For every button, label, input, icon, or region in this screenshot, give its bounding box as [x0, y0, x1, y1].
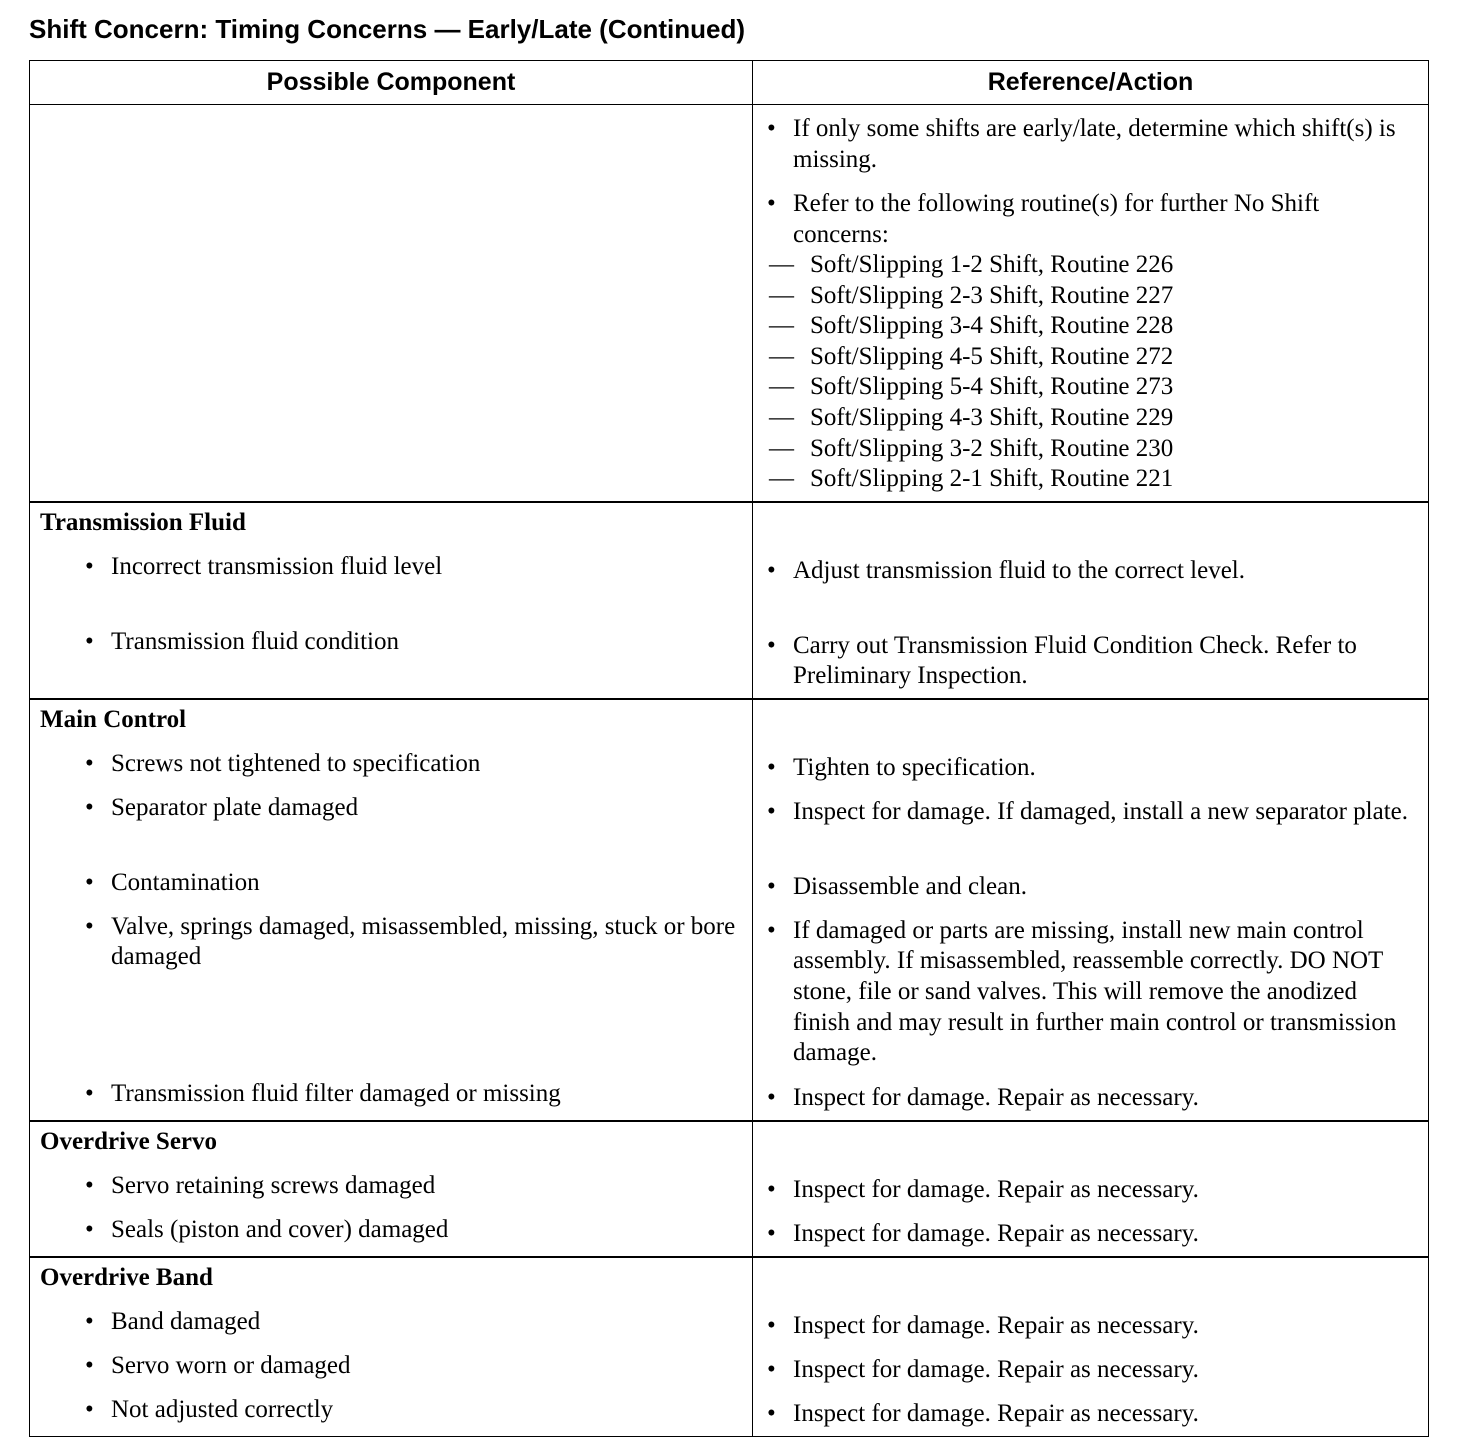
action-item: • Refer to the following routine(s) for further No Shift concerns:	[767, 190, 1320, 248]
action-item: • Inspect for damage. Repair as necessary.	[767, 1083, 1199, 1111]
table-row-main-control	[30, 699, 1429, 1121]
component-item: • Contamination	[85, 868, 260, 896]
component-cell	[30, 1257, 753, 1437]
routine-item: — Soft/Slipping 5-4 Shift, Routine 273	[769, 373, 1174, 401]
action-item: • Tighten to specification.	[767, 753, 1036, 781]
component-cell	[30, 1121, 753, 1257]
action-item: • Inspect for damage. Repair as necessary.	[767, 1219, 1199, 1247]
action-item: • If only some shifts are early/late, determine which shift(s) is missing.	[767, 115, 1396, 173]
group-title: Overdrive Band	[40, 1263, 213, 1291]
action-cell	[753, 502, 1429, 699]
page-title: Shift Concern: Timing Concerns — Early/Late (Continued)	[29, 14, 746, 44]
component-item: • Separator plate damaged	[85, 793, 359, 821]
action-cell	[753, 699, 1429, 1121]
component-item: • Screws not tightened to specification	[85, 749, 481, 777]
action-item: • Disassemble and clean.	[767, 872, 1027, 900]
table-row-overdrive-band	[30, 1257, 1429, 1437]
component-item: • Servo worn or damaged	[85, 1351, 351, 1379]
routine-item: — Soft/Slipping 2-3 Shift, Routine 227	[769, 281, 1174, 309]
action-item: • Inspect for damage. Repair as necessary.	[767, 1175, 1199, 1203]
component-cell	[30, 502, 753, 699]
action-item: • Carry out Transmission Fluid Condition Check. Refer to Preliminary Inspection.	[767, 631, 1357, 690]
diagnostic-table	[29, 60, 1429, 1437]
component-item: • Transmission fluid condition	[85, 627, 399, 655]
table-row-transmission-fluid	[30, 502, 1429, 699]
bullet: •	[767, 190, 776, 217]
component-cell	[30, 699, 753, 1121]
column-header-action: Reference/Action	[753, 61, 1429, 105]
action-item: • Inspect for damage. Repair as necessary.	[767, 1311, 1199, 1339]
group-title: Overdrive Servo	[40, 1127, 218, 1155]
group-title: Transmission Fluid	[40, 508, 246, 536]
component-item: • Valve, springs damaged, misassembled, missing, stuck or bore damaged	[85, 912, 736, 971]
routine-item: — Soft/Slipping 4-3 Shift, Routine 229	[769, 403, 1174, 431]
routine-item: — Soft/Slipping 3-4 Shift, Routine 228	[769, 312, 1174, 340]
component-item: • Incorrect transmission fluid level	[85, 552, 443, 580]
action-cell	[753, 105, 1429, 502]
component-cell-empty	[30, 105, 753, 502]
action-item: • If damaged or parts are missing, install new main control assembly. If misassembled, reassemble correctly. DO NOT stone, file or sand valves. This will remove the anodized finish and may result in further main control or transmission damage.	[767, 916, 1397, 1067]
component-item: • Band damaged	[85, 1307, 261, 1335]
table-row	[30, 105, 1429, 502]
action-cell	[753, 1257, 1429, 1437]
routine-item: — Soft/Slipping 3-2 Shift, Routine 230	[769, 434, 1174, 462]
routine-item: — Soft/Slipping 4-5 Shift, Routine 272	[769, 342, 1174, 370]
group-title: Main Control	[40, 705, 187, 733]
bullet: •	[767, 115, 776, 142]
action-item: • Adjust transmission fluid to the correct level.	[767, 556, 1245, 584]
component-item: • Servo retaining screws damaged	[85, 1171, 436, 1199]
table-header-row	[30, 61, 1429, 105]
routine-item: — Soft/Slipping 1-2 Shift, Routine 226	[769, 251, 1174, 278]
routine-item: — Soft/Slipping 2-1 Shift, Routine 221	[769, 465, 1174, 493]
action-item: • Inspect for damage. Repair as necessary.	[767, 1399, 1199, 1427]
action-cell	[753, 1121, 1429, 1257]
component-item: • Transmission fluid filter damaged or missing	[85, 1079, 561, 1107]
action-item: • Inspect for damage. If damaged, install a new separator plate.	[767, 797, 1409, 825]
component-item: • Seals (piston and cover) damaged	[85, 1215, 449, 1243]
action-item: • Inspect for damage. Repair as necessary.	[767, 1355, 1199, 1383]
component-item: • Not adjusted correctly	[85, 1395, 334, 1423]
column-header-component: Possible Component	[30, 61, 753, 105]
table-row-overdrive-servo	[30, 1121, 1429, 1257]
